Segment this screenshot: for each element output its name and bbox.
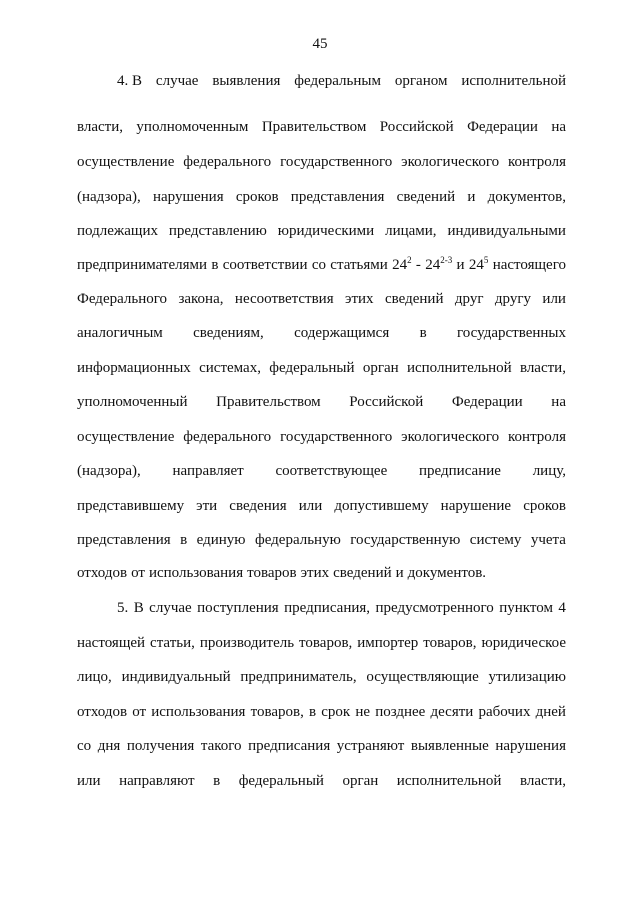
word: органом <box>394 73 448 89</box>
word: Правительством <box>216 394 321 410</box>
word: $24^2$ <box>392 255 412 273</box>
word: рабочих <box>478 704 531 720</box>
word: в <box>213 773 221 789</box>
word: импортер <box>357 635 419 651</box>
word: подлежащих <box>77 223 158 239</box>
word: и <box>395 565 404 581</box>
word: исполнительной <box>461 73 566 89</box>
word: федеральный <box>269 360 355 376</box>
word: контроля <box>508 154 566 170</box>
word: получения <box>126 738 195 754</box>
word: исполнительной <box>406 360 512 376</box>
word: федерального <box>183 154 272 170</box>
word: Российской <box>379 119 454 135</box>
word: случае <box>155 73 199 89</box>
word: настоящего <box>492 257 566 273</box>
word: систему <box>469 532 522 548</box>
word: товаров <box>247 565 297 581</box>
word: нарушения <box>152 189 224 205</box>
word: индивидуальный <box>121 669 231 685</box>
word: представления <box>290 189 385 205</box>
word: осуществление <box>77 429 175 445</box>
word: не <box>355 704 371 720</box>
word: дня <box>97 738 121 754</box>
text-line <box>77 186 566 208</box>
word: власти, <box>77 119 124 135</box>
word: направляют <box>119 773 195 789</box>
word: этих <box>345 291 374 307</box>
word: сроков <box>235 189 279 205</box>
word: юридическое <box>481 635 566 651</box>
word: представившему <box>77 498 185 514</box>
word: и <box>467 189 476 205</box>
word: юридическими <box>277 223 375 239</box>
word: товаров, <box>250 704 304 720</box>
text-line <box>77 735 566 757</box>
word: отходов <box>77 565 128 581</box>
word: несоответствия <box>234 291 334 307</box>
text-line <box>77 254 566 276</box>
word: нарушения <box>495 738 566 754</box>
text-line <box>77 666 566 688</box>
word: документов. <box>407 565 487 581</box>
text-line <box>117 597 566 619</box>
word: лицу, <box>532 463 566 479</box>
word: в <box>211 257 219 273</box>
word: срок <box>321 704 351 720</box>
text-line <box>77 322 566 344</box>
word: лицо, <box>77 669 112 685</box>
text-line <box>77 391 566 413</box>
word: представлению <box>168 223 267 239</box>
text-line <box>77 151 566 173</box>
word: нарушение <box>440 498 512 514</box>
word: десяти <box>430 704 474 720</box>
text-line <box>77 116 566 138</box>
word: предписания <box>248 738 331 754</box>
word: со <box>77 738 92 754</box>
word: Правительством <box>261 119 367 135</box>
word: от <box>132 704 147 720</box>
word: направляет <box>172 463 244 479</box>
word: осуществляющие <box>366 669 479 685</box>
word: власти, <box>519 360 566 376</box>
word: индивидуальными <box>447 223 566 239</box>
word: утилизацию <box>488 669 566 685</box>
text-line <box>77 288 566 310</box>
text-line <box>77 701 566 723</box>
word: государственного <box>280 154 393 170</box>
word: или <box>77 773 101 789</box>
word: (надзора), <box>77 463 141 479</box>
word: предписание <box>419 463 501 479</box>
word: государственных <box>457 325 566 341</box>
word: власти, <box>519 773 566 789</box>
text-line <box>77 562 566 584</box>
word: товаров, <box>299 635 353 651</box>
word: пунктом <box>499 600 553 616</box>
word: предприниматель, <box>240 669 357 685</box>
word: товаров, <box>423 635 477 651</box>
word: статьями <box>330 257 388 273</box>
word: сведений <box>384 291 444 307</box>
word: закона, <box>178 291 224 307</box>
word: соответствующее <box>275 463 388 479</box>
word: дней <box>535 704 566 720</box>
word: экологического <box>401 429 500 445</box>
text-line <box>77 495 566 517</box>
text-line <box>77 529 566 551</box>
word: государственного <box>280 429 393 445</box>
word: Федерации <box>451 394 523 410</box>
word: экологического <box>401 154 500 170</box>
word: - <box>415 257 421 273</box>
word: Российской <box>349 394 424 410</box>
word: предусмотренного <box>375 600 494 616</box>
word: позднее <box>375 704 426 720</box>
text-line <box>77 770 566 792</box>
word: орган <box>362 360 399 376</box>
page-number: 45 <box>312 36 328 52</box>
word: от <box>131 565 145 581</box>
word: уполномоченный <box>77 394 188 410</box>
word: (надзора), <box>77 189 141 205</box>
word: использования <box>151 704 246 720</box>
word: друг <box>454 291 484 307</box>
word: устраняют <box>336 738 405 754</box>
word: единую <box>196 532 246 548</box>
word: контроля <box>508 429 566 445</box>
word: Федерального <box>77 291 168 307</box>
text-line <box>77 426 566 448</box>
word: поступления <box>197 600 279 616</box>
word: документов, <box>487 189 566 205</box>
text-line <box>77 460 566 482</box>
word: со <box>311 257 326 273</box>
word: 5. <box>117 600 129 616</box>
word: $24^5$ <box>468 255 489 273</box>
word: такого <box>200 738 242 754</box>
word: выявления <box>212 73 281 89</box>
word: на <box>551 119 566 135</box>
word: 4 <box>558 600 566 616</box>
word: сведений <box>333 565 392 581</box>
word: эти <box>196 498 218 514</box>
text-line <box>77 632 566 654</box>
word: осуществление <box>77 154 175 170</box>
word: другу <box>494 291 531 307</box>
word: федерального <box>183 429 272 445</box>
word: Федерации <box>467 119 538 135</box>
text-line <box>77 357 566 379</box>
word: сроков <box>523 498 566 514</box>
word: государственную <box>350 532 461 548</box>
word: информационных <box>77 360 191 376</box>
word: учета <box>530 532 566 548</box>
word: предписания, <box>284 600 371 616</box>
word: сведений <box>396 189 456 205</box>
word: или <box>298 498 323 514</box>
word: 4. В <box>117 73 143 89</box>
word: федеральный <box>238 773 324 789</box>
word: этих <box>300 565 330 581</box>
word: системах, <box>199 360 261 376</box>
word: в <box>419 325 427 341</box>
word: отходов <box>77 704 128 720</box>
word: орган <box>342 773 379 789</box>
word: федеральным <box>294 73 381 89</box>
word: в <box>180 532 188 548</box>
word: федеральную <box>254 532 341 548</box>
word: сведениям, <box>193 325 264 341</box>
word: статьи, <box>150 635 195 651</box>
word: или <box>542 291 566 307</box>
word: соответствии <box>222 257 308 273</box>
word: на <box>551 394 566 410</box>
word: настоящей <box>77 635 146 651</box>
word: уполномоченным <box>136 119 249 135</box>
word: аналогичным <box>77 325 163 341</box>
word: и <box>456 257 465 273</box>
word: сведения <box>229 498 287 514</box>
word: производитель <box>199 635 295 651</box>
word: представления <box>77 532 171 548</box>
word: использования <box>148 565 244 581</box>
word: содержащимся <box>294 325 390 341</box>
word: предпринимателями <box>77 257 208 273</box>
text-line <box>77 220 566 242</box>
word: В <box>133 600 144 616</box>
word: выявленные <box>410 738 489 754</box>
word: в <box>308 704 317 720</box>
word: исполнительной <box>396 773 502 789</box>
text-line <box>117 70 566 92</box>
word: 24$^{2-3}$ <box>425 255 453 273</box>
word: лицами, <box>385 223 437 239</box>
word: случае <box>149 600 192 616</box>
word: допустившему <box>334 498 429 514</box>
